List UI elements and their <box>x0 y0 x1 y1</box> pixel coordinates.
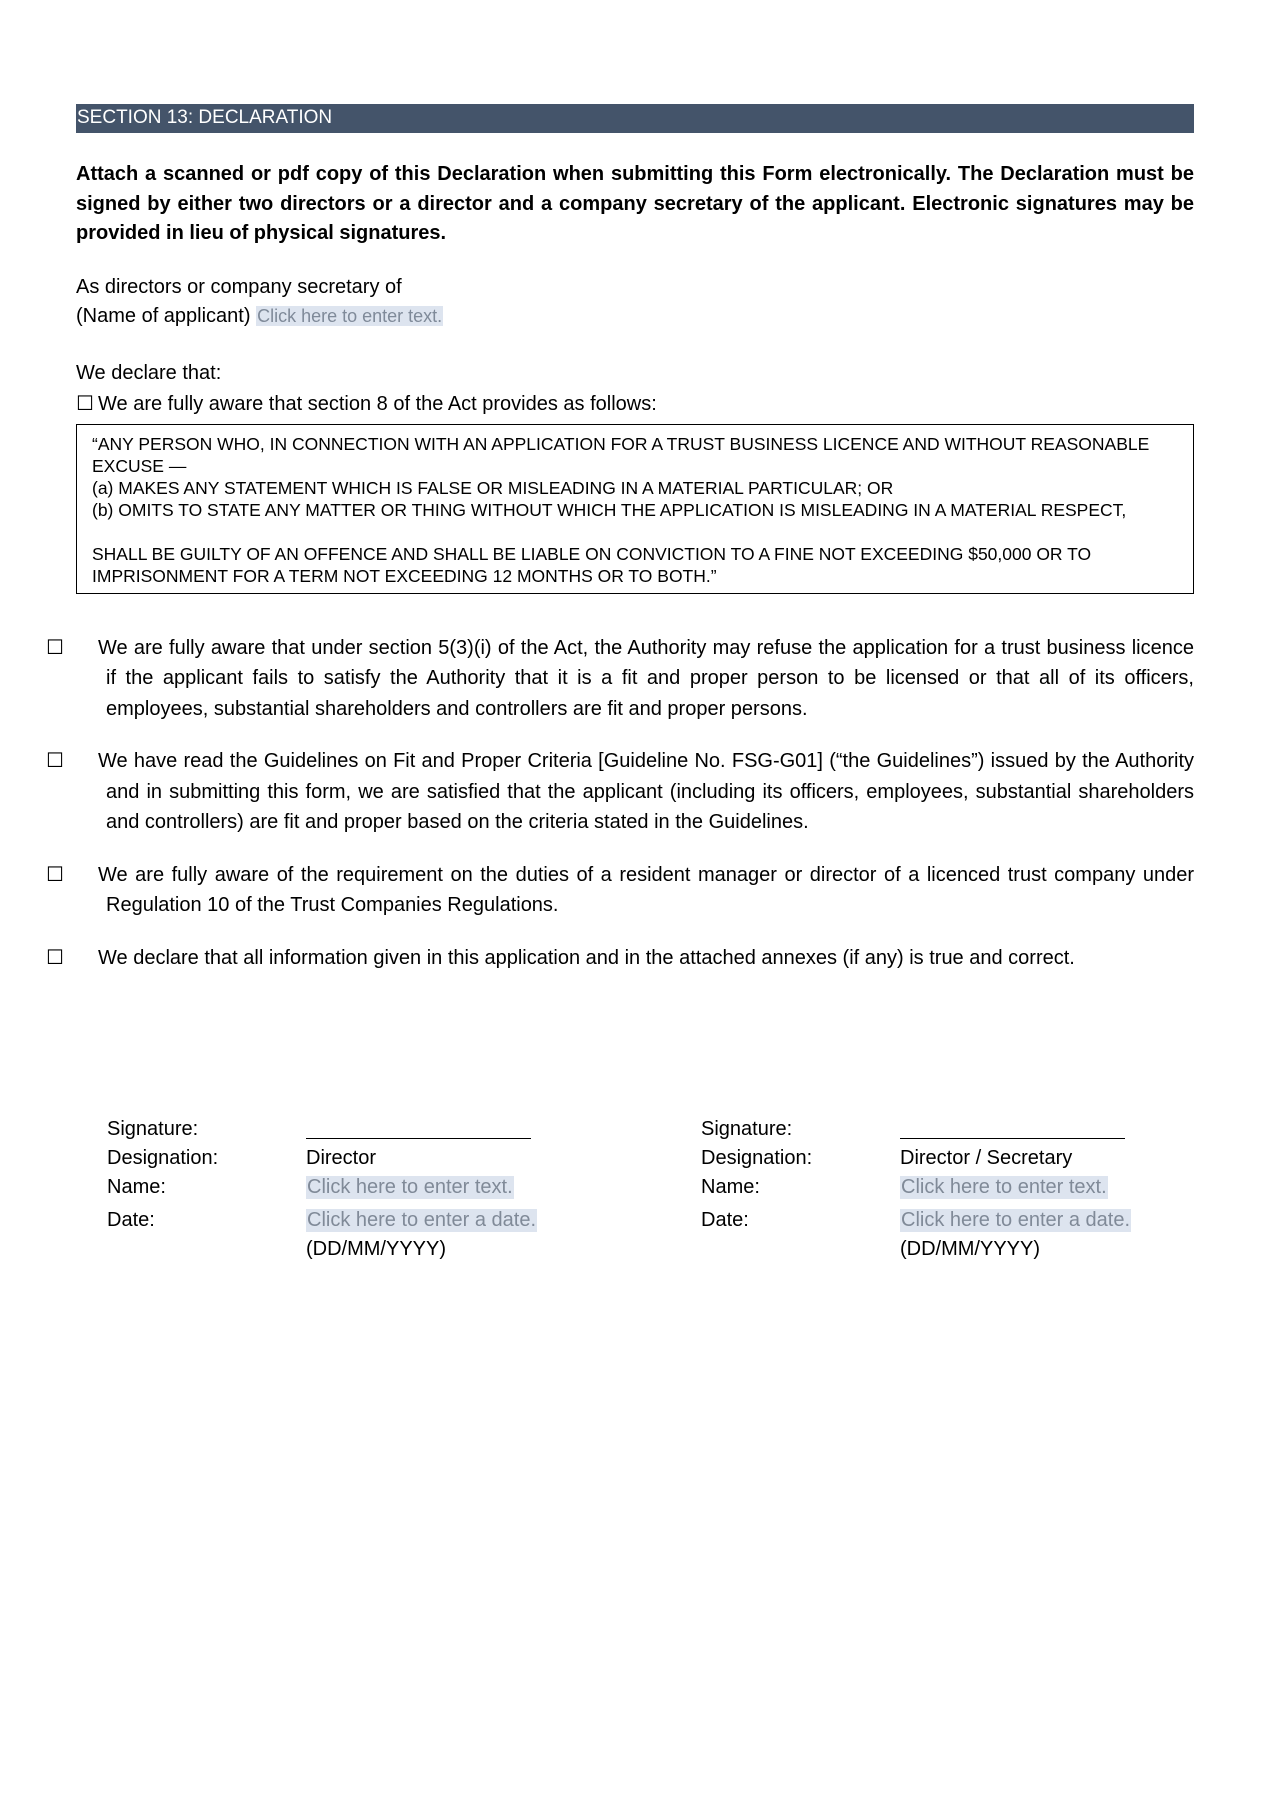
quote-line: (b) OMITS TO STATE ANY MATTER OR THING WITHOUT WHICH THE APPLICATION IS MISLEADING IN A MATERIAL RESPECT, <box>92 499 1127 520</box>
statement-text: We are fully aware that section 8 of the Act provides as follows: <box>98 393 657 415</box>
statement-text: We are fully aware of the requirement on the duties of a resident manager or director of a licenced trust company under Regulation 10 of the Trust Companies Regulations. <box>98 863 1194 916</box>
checkbox[interactable]: ☐ <box>46 863 64 886</box>
name-label: Name: <box>107 1176 166 1198</box>
name-field[interactable]: Click here to enter text. <box>901 1176 1107 1198</box>
date-format-hint: (DD/MM/YYYY) <box>900 1238 1040 1260</box>
date-label: Date: <box>107 1209 155 1231</box>
quote-line: SHALL BE GUILTY OF AN OFFENCE AND SHALL BE LIABLE ON CONVICTION TO A FINE NOT EXCEEDING $50,000 OR TO IMPRISONMENT FOR A TERM NOT EXCEEDING 12 MONTHS OR TO BOTH.” <box>92 543 1092 586</box>
section-8-quote-box <box>76 424 1194 594</box>
applicant-block <box>76 273 1194 332</box>
signature-label: Signature: <box>701 1118 793 1140</box>
date-label: Date: <box>701 1209 749 1231</box>
statement-row <box>46 746 1194 838</box>
name-label: Name: <box>701 1176 760 1198</box>
intro-instructions: Attach a scanned or pdf copy of this Declaration when submitting this Form electronically. The Declaration must be signed by either two directors or a director and a company secretary of the applicant. Electronic signatures may be provided in lieu of physical signatures. <box>76 163 1194 244</box>
designation-value: Director <box>306 1147 377 1169</box>
checkbox[interactable]: ☐ <box>46 750 64 772</box>
statement-text: We are fully aware that under section 5(3)(i) of the Act, the Authority may refuse the application for a trust business licence if the applicant fails to satisfy the Authority that it is a fit and proper person to be licensed or that all of its officers, employees, substantial shareholders and controllers are fit and proper persons. <box>98 636 1194 720</box>
statement-row <box>76 390 1194 420</box>
signature-line[interactable] <box>900 1118 1125 1139</box>
declaration-page <box>46 104 1194 973</box>
name-field[interactable]: Click here to enter text. <box>307 1176 513 1198</box>
statement-row <box>46 633 1194 725</box>
signature-line[interactable] <box>306 1118 531 1139</box>
applicant-line: As directors or company secretary of <box>76 275 402 298</box>
quote-line: (a) MAKES ANY STATEMENT WHICH IS FALSE OR MISLEADING IN A MATERIAL PARTICULAR; OR <box>92 477 894 498</box>
signature-block-right <box>701 1118 1161 1267</box>
signature-block-left <box>107 1118 567 1267</box>
quote-line: “ANY PERSON WHO, IN CONNECTION WITH AN APPLICATION FOR A TRUST BUSINESS LICENCE AND WITHOUT REASONABLE EXCUSE — <box>92 433 1150 476</box>
designation-label: Designation: <box>701 1147 813 1169</box>
checkbox[interactable]: ☐ <box>46 636 64 659</box>
section-title: SECTION 13: DECLARATION <box>76 104 1194 133</box>
statement-row <box>46 943 1194 974</box>
signature-label: Signature: <box>107 1118 199 1140</box>
date-format-hint: (DD/MM/YYYY) <box>306 1238 446 1260</box>
date-field[interactable]: Click here to enter a date. <box>307 1209 537 1231</box>
declare-heading: We declare that: <box>76 361 222 384</box>
statement-row <box>46 860 1194 921</box>
date-field[interactable]: Click here to enter a date. <box>901 1209 1131 1231</box>
statement-text: We have read the Guidelines on Fit and Proper Criteria [Guideline No. FSG-G01] (“the Guidelines”) issued by the Authority and in submitting this form, we are satisfied that the applicant (including its officers, employees, substantial shareholders and controllers) are fit and proper based on the criteria stated in the Guidelines. <box>98 750 1194 833</box>
applicant-name-field[interactable]: Click here to enter text. <box>257 306 443 326</box>
checkbox[interactable]: ☐ <box>76 393 94 415</box>
checkbox[interactable]: ☐ <box>46 946 64 969</box>
designation-value: Director / Secretary <box>900 1147 1073 1169</box>
statement-text: We declare that all information given in this application and in the attached annexes (if any) is true and correct. <box>98 946 1075 969</box>
designation-label: Designation: <box>107 1147 219 1169</box>
applicant-label: (Name of applicant) <box>76 305 251 327</box>
